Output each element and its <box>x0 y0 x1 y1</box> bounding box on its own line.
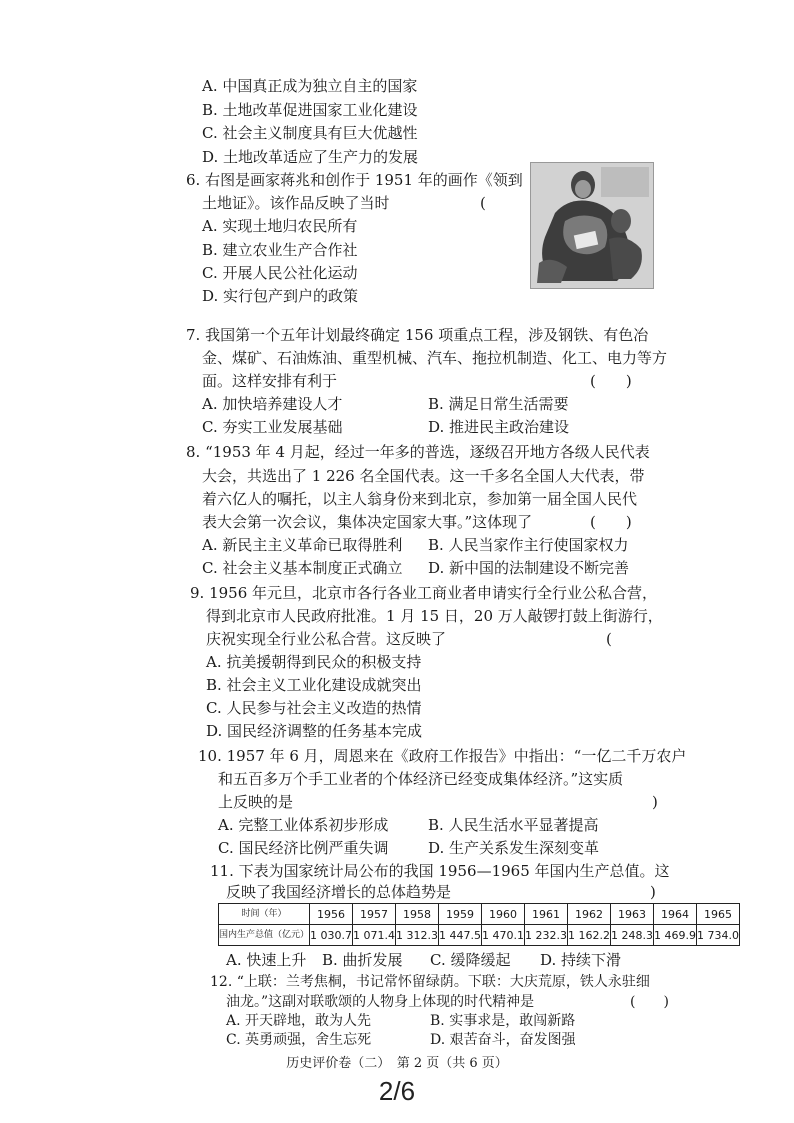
table-cell-gdp: 1 469.9 <box>654 925 697 946</box>
q9-stem-line-1: 9. 1956 年元旦，北京市各行各业工商业者申请实行全行业公私合营， <box>190 584 658 602</box>
q10-stem-line-1: 10. 1957 年 6 月，周恩来在《政府工作报告》中指出：“一亿二千万农户 <box>198 747 687 765</box>
q5-option-d: D. 土地改革适应了生产力的发展 <box>202 148 419 166</box>
q10-stem-line-3: 上反映的是 <box>218 793 294 811</box>
table-cell-gdp: 1 734.0 <box>697 925 740 946</box>
q12-option-c: C. 英勇顽强，舍生忘死 <box>226 1032 372 1048</box>
q5-option-b: B. 土地改革促进国家工业化建设 <box>202 101 418 119</box>
q11-option-a: A. 快速上升 <box>226 951 307 969</box>
q10-option-c: C. 国民经济比例严重失调 <box>218 839 389 857</box>
table-cell-year: 1959 <box>439 904 482 925</box>
q7-stem-line-3: 面。这样安排有利于 <box>202 372 338 390</box>
q9-stem-line-3: 庆祝实现全行业公私合营。这反映了 <box>206 630 447 648</box>
q7-stem-line-2: 金、煤矿、石油炼油、重型机械、汽车、拖拉机制造、化工、电力等方 <box>202 349 668 367</box>
table-cell-gdp: 1 248.3 <box>611 925 654 946</box>
q8-option-b: B. 人民当家作主行使国家权力 <box>428 536 629 554</box>
q6-option-b: B. 建立农业生产合作社 <box>202 241 358 259</box>
q6-option-d: D. 实行包产到户的政策 <box>202 287 359 305</box>
table-cell-gdp: 1 232.3 <box>525 925 568 946</box>
q5-option-c: C. 社会主义制度具有巨大优越性 <box>202 124 418 142</box>
q8-answer-paren: ( ) <box>590 513 632 531</box>
q9-option-c: C. 人民参与社会主义改造的热情 <box>206 699 422 717</box>
q12-answer-paren: ( ) <box>630 994 669 1010</box>
q8-stem-line-3: 着六亿人的嘱托，以主人翁身份来到北京，参加第一届全国人民代 <box>202 490 638 508</box>
q7-stem-line-1: 7. 我国第一个五年计划最终确定 156 项重点工程，涉及钢铁、有色冶 <box>186 326 649 344</box>
q11-stem-line-1: 11. 下表为国家统计局公布的我国 1956—1965 年国内生产总值。这 <box>210 862 670 880</box>
q9-option-b: B. 社会主义工业化建设成就突出 <box>206 676 422 694</box>
q8-stem-line-2: 大会，共选出了 1 226 名全国代表。这一千多名全国人大代表，带 <box>202 467 645 485</box>
q8-option-c: C. 社会主义基本制度正式确立 <box>202 559 403 577</box>
table-cell-gdp: 1 071.4 <box>353 925 396 946</box>
q12-option-a: A. 开天辟地，敢为人先 <box>226 1013 372 1029</box>
table-header-gdp: 国内生产总值（亿元） <box>219 925 310 946</box>
q6-option-c: C. 开展人民公社化运动 <box>202 264 358 282</box>
q6-option-a: A. 实现土地归农民所有 <box>202 217 358 235</box>
gdp-table <box>218 903 740 946</box>
q8-stem-line-1: 8. “1953 年 4 月起，经过一年多的普选，逐级召开地方各级人民代表 <box>186 443 650 461</box>
table-cell-year: 1958 <box>396 904 439 925</box>
table-cell-year: 1964 <box>654 904 697 925</box>
table-cell-year: 1961 <box>525 904 568 925</box>
q7-answer-paren: ( ) <box>590 372 632 390</box>
q6-stem-line-2: 土地证》。该作品反映了当时 <box>202 194 390 212</box>
painting-figures-icon <box>531 163 653 288</box>
q5-option-a: A. 中国真正成为独立自主的国家 <box>202 77 418 95</box>
table-cell-gdp: 1 470.1 <box>482 925 525 946</box>
q9-option-d: D. 国民经济调整的任务基本完成 <box>206 722 423 740</box>
q11-stem-line-2: 反映了我国经济增长的总体趋势是 <box>226 883 452 901</box>
q11-option-c: C. 缓降缓起 <box>430 951 511 969</box>
table-cell-year: 1962 <box>568 904 611 925</box>
table-cell-year: 1956 <box>310 904 353 925</box>
q6-stem-line-1: 6. 右图是画家蒋兆和创作于 1951 年的画作《领到 <box>186 171 523 189</box>
q11-option-d: D. 持续下滑 <box>540 951 622 969</box>
table-cell-gdp: 1 030.7 <box>310 925 353 946</box>
table-row-gdp <box>219 925 740 946</box>
page-indicator: 2/6 <box>378 1076 416 1106</box>
q10-option-a: A. 完整工业体系初步形成 <box>218 816 389 834</box>
q12-option-d: D. 艰苦奋斗，奋发图强 <box>430 1032 576 1048</box>
q11-option-b: B. 曲折发展 <box>322 951 403 969</box>
table-cell-year: 1963 <box>611 904 654 925</box>
q10-option-d: D. 生产关系发生深刻变革 <box>428 839 600 857</box>
q9-option-a: A. 抗美援朝得到民众的积极支持 <box>206 653 422 671</box>
q7-option-b: B. 满足日常生活需要 <box>428 395 569 413</box>
painting-image <box>530 162 654 289</box>
q10-answer-paren: ) <box>652 793 658 811</box>
q7-option-c: C. 夯实工业发展基础 <box>202 418 343 436</box>
table-row-years <box>219 904 740 925</box>
q12-stem-line-2: 油龙。”这副对联歌颂的人物身上体现的时代精神是 <box>226 994 535 1010</box>
q11-answer-paren: ) <box>650 883 656 901</box>
table-cell-gdp: 1 312.3 <box>396 925 439 946</box>
q7-option-a: A. 加快培养建设人才 <box>202 395 343 413</box>
table-cell-gdp: 1 162.2 <box>568 925 611 946</box>
table-cell-year: 1960 <box>482 904 525 925</box>
table-cell-year: 1965 <box>697 904 740 925</box>
table-header-year: 时间（年） <box>219 904 310 925</box>
q8-option-d: D. 新中国的法制建设不断完善 <box>428 559 630 577</box>
table-cell-gdp: 1 447.5 <box>439 925 482 946</box>
q12-option-b: B. 实事求是，敢闯新路 <box>430 1013 576 1029</box>
q10-option-b: B. 人民生活水平显著提高 <box>428 816 599 834</box>
page-footer: 历史评价卷（二） 第 2 页（共 6 页） <box>286 1056 508 1071</box>
table-cell-year: 1957 <box>353 904 396 925</box>
q9-answer-paren: ( <box>606 630 612 648</box>
q8-option-a: A. 新民主主义革命已取得胜利 <box>202 536 403 554</box>
q12-stem-line-1: 12. “上联：兰考焦桐，书记常怀留绿荫。下联：大庆荒原，铁人永驻细 <box>210 974 650 990</box>
q7-option-d: D. 推进民主政治建设 <box>428 418 570 436</box>
q10-stem-line-2: 和五百多万个手工业者的个体经济已经变成集体经济。”这实质 <box>218 770 624 788</box>
q8-stem-line-4: 表大会第一次会议，集体决定国家大事。”这体现了 <box>202 513 533 531</box>
q9-stem-line-2: 得到北京市人民政府批准。1 月 15 日，20 万人敲锣打鼓上街游行， <box>206 607 663 625</box>
q6-answer-paren: ( <box>480 194 486 212</box>
